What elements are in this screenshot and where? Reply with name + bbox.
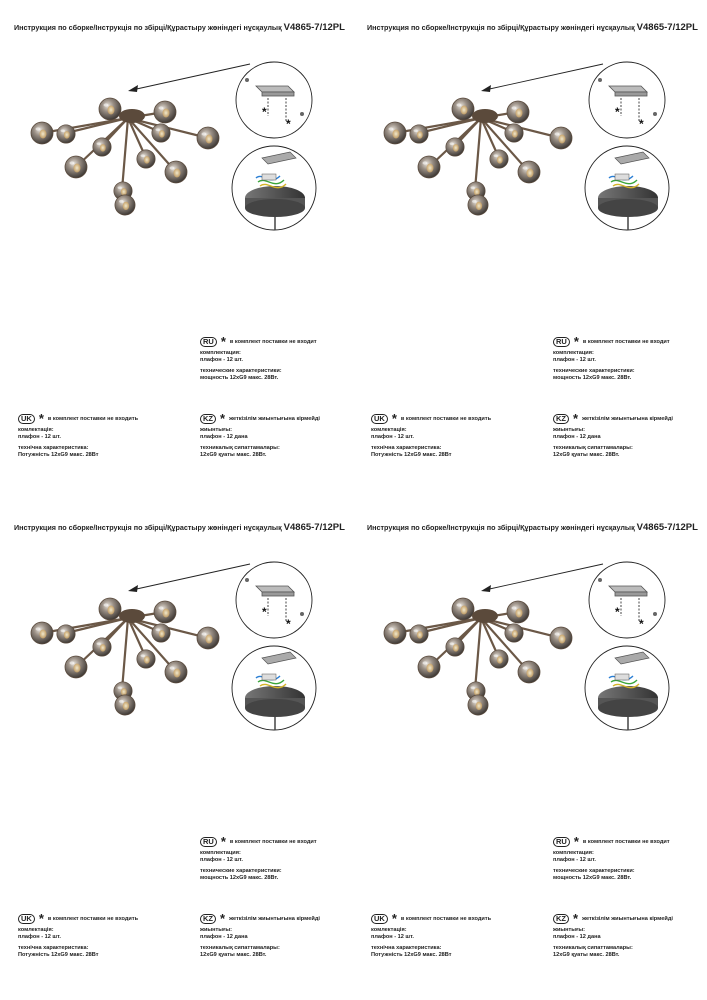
page-title: Инструкция по сборке/Інструкція по збірці/Құрастыру жөніндегі нұсқаулық V4865-7/12PL: [367, 522, 698, 533]
ru-badge: RU: [553, 837, 570, 847]
model-number: V4865-7/12PL: [636, 22, 698, 33]
asterisk-icon: *: [220, 834, 226, 849]
kz-badge: KZ: [553, 914, 569, 924]
kz-block: KZ * жеткізілім жиынтығына кірмейді жиынтығы: плафон - 12 дана техникалық сипаттамалары: 12xG9 қуаты макс. 28Вт.: [200, 911, 320, 958]
asterisk-icon: *: [573, 411, 579, 426]
page-title: Инструкция по сборке/Інструкція по збірці/Құрастыру жөніндегі нұсқаулық V4865-7/12PL: [367, 22, 698, 33]
ru-block: RU * в комплект поставки не входит комплектация: плафон - 12 шт. технические характеристики: мощность 12xG9 макс. 28Вт.: [553, 334, 670, 381]
asterisk-icon: *: [391, 411, 397, 426]
model-number: V4865-7/12PL: [283, 522, 345, 533]
svg-text:*: *: [262, 105, 267, 119]
uk-badge: UK: [18, 414, 35, 424]
kz-block: KZ * жеткізілім жиынтығына кірмейді жиынтығы: плафон - 12 дана техникалық сипаттамалары: 12xG9 қуаты макс. 28Вт.: [200, 411, 320, 458]
kz-block: KZ * жеткізілім жиынтығына кірмейді жиынтығы: плафон - 12 дана техникалық сипаттамалары: 12xG9 қуаты макс. 28Вт.: [553, 911, 673, 958]
uk-block: UK * в комплект поставки не входить комлектація: плафон - 12 шт. технічна характеристика: Потужність 12xG9 макс. 28Вт: [371, 911, 492, 958]
uk-block: UK * в комплект поставки не входить комлектація: плафон - 12 шт. технічна характеристика: Потужність 12xG9 макс. 28Вт: [18, 411, 139, 458]
kz-badge: KZ: [553, 414, 569, 424]
uk-block: UK * в комплект поставки не входить комлектація: плафон - 12 шт. технічна характеристика: Потужність 12xG9 макс. 28Вт: [371, 411, 492, 458]
instruction-panel-1: [0, 0, 353, 500]
ru-badge: RU: [200, 837, 217, 847]
model-number: V4865-7/12PL: [283, 22, 345, 33]
chandelier-drawing: [353, 0, 706, 300]
uk-badge: UK: [371, 914, 388, 924]
ru-block: RU * в комплект поставки не входит комплектация: плафон - 12 шт. технические характеристики: мощность 12xG9 макс. 28Вт.: [553, 834, 670, 881]
asterisk-icon: *: [573, 911, 579, 926]
ru-block: RU * в комплект поставки не входит комплектация: плафон - 12 шт. технические характеристики: мощность 12xG9 макс. 28Вт.: [200, 334, 317, 381]
chandelier-drawing: [353, 500, 706, 800]
svg-text:*: *: [615, 105, 620, 119]
asterisk-icon: *: [220, 911, 226, 926]
asterisk-icon: *: [573, 334, 579, 349]
svg-text:*: *: [639, 617, 644, 631]
uk-badge: UK: [18, 914, 35, 924]
asterisk-icon: *: [391, 911, 397, 926]
page-title: Инструкция по сборке/Інструкція по збірці/Құрастыру жөніндегі нұсқаулық V4865-7/12PL: [14, 522, 345, 533]
instruction-panel-3: [0, 500, 353, 1000]
svg-text:*: *: [286, 617, 291, 631]
kz-badge: KZ: [200, 914, 216, 924]
uk-block: UK * в комплект поставки не входить комлектація: плафон - 12 шт. технічна характеристика: Потужність 12xG9 макс. 28Вт: [18, 911, 139, 958]
kz-badge: KZ: [200, 414, 216, 424]
model-number: V4865-7/12PL: [636, 522, 698, 533]
svg-text:*: *: [262, 605, 267, 619]
ru-block: RU * в комплект поставки не входит комплектация: плафон - 12 шт. технические характеристики: мощность 12xG9 макс. 28Вт.: [200, 834, 317, 881]
chandelier-drawing: [0, 0, 353, 300]
ru-badge: RU: [553, 337, 570, 347]
asterisk-icon: *: [573, 834, 579, 849]
uk-badge: UK: [371, 414, 388, 424]
asterisk-icon: *: [220, 411, 226, 426]
ru-badge: RU: [200, 337, 217, 347]
instruction-panel-2: [353, 0, 706, 500]
asterisk-icon: *: [220, 334, 226, 349]
kz-block: KZ * жеткізілім жиынтығына кірмейді жиынтығы: плафон - 12 дана техникалық сипаттамалары: 12xG9 қуаты макс. 28Вт.: [553, 411, 673, 458]
svg-text:*: *: [615, 605, 620, 619]
instruction-panel-4: [353, 500, 706, 1000]
svg-text:*: *: [639, 117, 644, 131]
page-title: Инструкция по сборке/Інструкція по збірці/Құрастыру жөніндегі нұсқаулық V4865-7/12PL: [14, 22, 345, 33]
chandelier-drawing: [0, 500, 353, 800]
asterisk-icon: *: [38, 911, 44, 926]
svg-text:*: *: [286, 117, 291, 131]
asterisk-icon: *: [38, 411, 44, 426]
